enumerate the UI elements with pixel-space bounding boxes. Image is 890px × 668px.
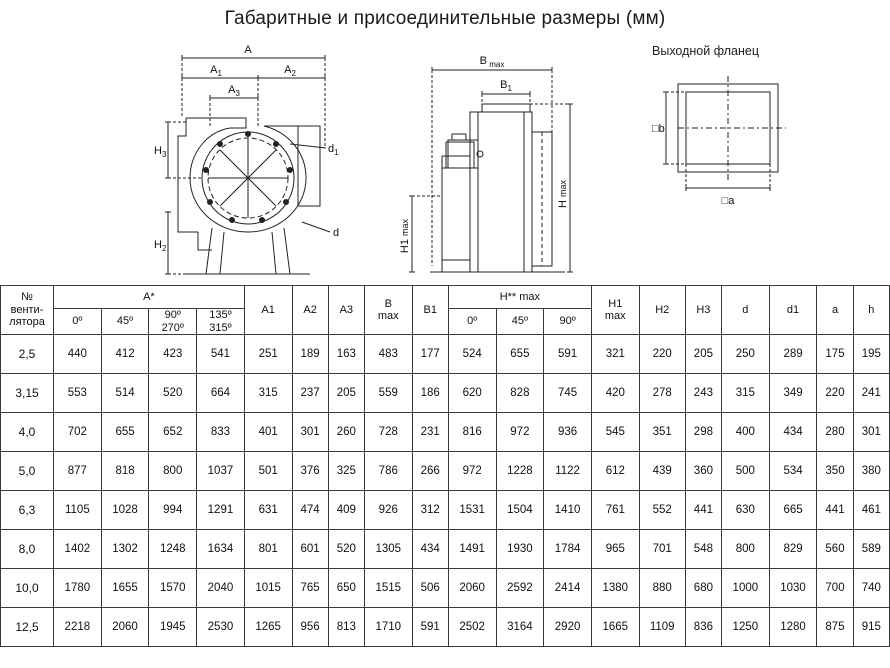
svg-text:B max: B $_{max}$: [479, 55, 505, 69]
table-row: [1, 452, 890, 491]
dimensions-table: [0, 285, 890, 647]
table-cell: 926: [364, 491, 412, 530]
table-cell: 2592: [496, 569, 544, 608]
svg-text:H3: $H_3$: [154, 145, 167, 159]
table-cell: 1280: [769, 608, 817, 647]
row-fan-number: 5,0: [1, 452, 54, 491]
table-cell: 2502: [448, 608, 496, 647]
header-h-90: 90º: [544, 309, 592, 335]
table-cell: 612: [591, 452, 639, 491]
svg-text:□a: □a: [721, 195, 735, 207]
table-cell: 541: [197, 335, 245, 374]
table-cell: 2530: [197, 608, 245, 647]
svg-text:□b: □b: [652, 123, 665, 135]
table-row: [1, 335, 890, 374]
header-d1: d1: [769, 286, 817, 335]
table-cell: 655: [101, 413, 149, 452]
table-cell: 506: [412, 569, 448, 608]
header-h-0: 0º: [448, 309, 496, 335]
table-cell: 321: [591, 335, 639, 374]
table-cell: 3164: [496, 608, 544, 647]
table-cell: 250: [722, 335, 770, 374]
header-h-small: h: [853, 286, 889, 335]
table-cell: 251: [244, 335, 292, 374]
table-cell: 163: [328, 335, 364, 374]
table-cell: 1570: [149, 569, 197, 608]
table-cell: 1945: [149, 608, 197, 647]
table-cell: 441: [817, 491, 853, 530]
table-cell: 524: [448, 335, 496, 374]
table-cell: 1491: [448, 530, 496, 569]
flange-caption: Выходной фланец: [652, 44, 759, 58]
table-cell: 664: [197, 374, 245, 413]
table-cell: 2060: [448, 569, 496, 608]
table-cell: 501: [244, 452, 292, 491]
svg-text:d1: $d_1$: [328, 143, 339, 157]
svg-text:A1: $A_1$: [210, 64, 222, 78]
table-cell: 833: [197, 413, 245, 452]
header-a1: A1: [244, 286, 292, 335]
row-fan-number: 10,0: [1, 569, 54, 608]
table-cell: 520: [328, 530, 364, 569]
table-cell: 1665: [591, 608, 639, 647]
table-cell: 350: [817, 452, 853, 491]
table-cell: 1122: [544, 452, 592, 491]
table-cell: 2060: [101, 608, 149, 647]
table-cell: 1515: [364, 569, 412, 608]
table-cell: 994: [149, 491, 197, 530]
header-h-45: 45º: [496, 309, 544, 335]
table-cell: 560: [817, 530, 853, 569]
svg-text:A3: $A_3$: [228, 84, 240, 98]
table-cell: 423: [149, 335, 197, 374]
table-cell: 880: [639, 569, 685, 608]
table-cell: 828: [496, 374, 544, 413]
table-cell: 440: [54, 335, 102, 374]
header-a-45: 45º: [101, 309, 149, 335]
side-view-drawing: [390, 36, 610, 278]
table-cell: 972: [496, 413, 544, 452]
table-cell: 315: [244, 374, 292, 413]
svg-text:H max: H max: [557, 179, 569, 209]
table-cell: 325: [328, 452, 364, 491]
front-view-drawing: [150, 36, 410, 278]
table-cell: 652: [149, 413, 197, 452]
table-cell: 1784: [544, 530, 592, 569]
header-h-group: H** max: [448, 286, 591, 309]
table-cell: 298: [685, 413, 721, 452]
table-cell: 360: [685, 452, 721, 491]
table-cell: 813: [328, 608, 364, 647]
table-cell: 514: [101, 374, 149, 413]
table-cell: 665: [769, 491, 817, 530]
row-fan-number: 2,5: [1, 335, 54, 374]
table-cell: 1265: [244, 608, 292, 647]
table-cell: 1780: [54, 569, 102, 608]
header-h3: H3: [685, 286, 721, 335]
table-cell: 1105: [54, 491, 102, 530]
table-cell: 786: [364, 452, 412, 491]
table-cell: 260: [328, 413, 364, 452]
table-cell: 280: [817, 413, 853, 452]
table-cell: 765: [292, 569, 328, 608]
header-h1: H1 max: [591, 286, 639, 335]
svg-text:H2: $H_2$: [154, 239, 167, 253]
header-a3: A3: [328, 286, 364, 335]
svg-text:A2: $A_2$: [284, 64, 296, 78]
row-fan-number: 6,3: [1, 491, 54, 530]
table-cell: 1291: [197, 491, 245, 530]
table-cell: 474: [292, 491, 328, 530]
table-row: [1, 491, 890, 530]
table-cell: 1634: [197, 530, 245, 569]
table-cell: 1302: [101, 530, 149, 569]
table-cell: 400: [722, 413, 770, 452]
table-cell: 434: [412, 530, 448, 569]
table-cell: 439: [639, 452, 685, 491]
table-cell: 700: [817, 569, 853, 608]
table-cell: 500: [722, 452, 770, 491]
row-fan-number: 12,5: [1, 608, 54, 647]
header-a-group: A*: [54, 286, 245, 309]
table-cell: 1109: [639, 608, 685, 647]
table-row: [1, 530, 890, 569]
table-cell: 829: [769, 530, 817, 569]
page-title: Габаритные и присоединительные размеры (мм): [224, 8, 666, 29]
table-cell: 412: [101, 335, 149, 374]
table-cell: 591: [544, 335, 592, 374]
table-cell: 591: [412, 608, 448, 647]
table-row: [1, 608, 890, 647]
table-cell: 1248: [149, 530, 197, 569]
table-cell: 877: [54, 452, 102, 491]
header-a-small: a: [817, 286, 853, 335]
table-cell: 936: [544, 413, 592, 452]
table-cell: 461: [853, 491, 889, 530]
table-cell: 2218: [54, 608, 102, 647]
table-cell: 545: [591, 413, 639, 452]
table-cell: 1250: [722, 608, 770, 647]
table-cell: 401: [244, 413, 292, 452]
table-cell: 701: [639, 530, 685, 569]
table-cell: 1930: [496, 530, 544, 569]
table-cell: 409: [328, 491, 364, 530]
table-row: [1, 374, 890, 413]
table-cell: 631: [244, 491, 292, 530]
table-row: [1, 413, 890, 452]
row-fan-number: 8,0: [1, 530, 54, 569]
header-a-135-315: 135º 315º: [197, 309, 245, 335]
table-cell: 195: [853, 335, 889, 374]
table-cell: 278: [639, 374, 685, 413]
flange-drawing: [648, 64, 808, 224]
header-a-0: 0º: [54, 309, 102, 335]
table-cell: 380: [853, 452, 889, 491]
svg-text:B1: $B_1$: [500, 79, 512, 93]
table-cell: 1710: [364, 608, 412, 647]
header-b1: B1: [412, 286, 448, 335]
header-b: B max: [364, 286, 412, 335]
table-cell: 552: [639, 491, 685, 530]
table-cell: 915: [853, 608, 889, 647]
table-cell: 1531: [448, 491, 496, 530]
table-cell: 1504: [496, 491, 544, 530]
table-cell: 534: [769, 452, 817, 491]
table-cell: 956: [292, 608, 328, 647]
table-cell: 266: [412, 452, 448, 491]
table-cell: 801: [244, 530, 292, 569]
table-cell: 205: [328, 374, 364, 413]
header-a2: A2: [292, 286, 328, 335]
table-cell: 301: [292, 413, 328, 452]
svg-text:A: A: [244, 44, 252, 56]
table-cell: 875: [817, 608, 853, 647]
table-cell: 800: [722, 530, 770, 569]
table-cell: 205: [685, 335, 721, 374]
row-fan-number: 3,15: [1, 374, 54, 413]
table-cell: 376: [292, 452, 328, 491]
table-cell: 231: [412, 413, 448, 452]
table-cell: 520: [149, 374, 197, 413]
table-cell: 349: [769, 374, 817, 413]
table-cell: 441: [685, 491, 721, 530]
table-cell: 220: [639, 335, 685, 374]
table-cell: 1037: [197, 452, 245, 491]
table-cell: 816: [448, 413, 496, 452]
table-cell: 186: [412, 374, 448, 413]
table-cell: 655: [496, 335, 544, 374]
table-cell: 177: [412, 335, 448, 374]
table-cell: 745: [544, 374, 592, 413]
technical-drawings: [0, 36, 890, 278]
table-cell: 2920: [544, 608, 592, 647]
table-cell: 761: [591, 491, 639, 530]
table-cell: 728: [364, 413, 412, 452]
table-cell: 1305: [364, 530, 412, 569]
table-cell: 818: [101, 452, 149, 491]
table-cell: 589: [853, 530, 889, 569]
header-h2: H2: [639, 286, 685, 335]
svg-text:H1 max: H1 max: [399, 218, 411, 254]
table-cell: 1030: [769, 569, 817, 608]
header-fan-number: № венти- лятора: [1, 286, 54, 335]
table-cell: 1402: [54, 530, 102, 569]
table-row: [1, 569, 890, 608]
header-d: d: [722, 286, 770, 335]
table-cell: 434: [769, 413, 817, 452]
table-cell: 548: [685, 530, 721, 569]
table-cell: 420: [591, 374, 639, 413]
table-cell: 972: [448, 452, 496, 491]
table-cell: 630: [722, 491, 770, 530]
table-cell: 483: [364, 335, 412, 374]
table-cell: 601: [292, 530, 328, 569]
table-cell: 1228: [496, 452, 544, 491]
table-cell: 620: [448, 374, 496, 413]
table-cell: 836: [685, 608, 721, 647]
table-header: [1, 286, 890, 335]
table-cell: 1000: [722, 569, 770, 608]
table-cell: 1015: [244, 569, 292, 608]
table-cell: 351: [639, 413, 685, 452]
svg-text:d: d: [333, 227, 340, 239]
table-cell: 559: [364, 374, 412, 413]
table-cell: 301: [853, 413, 889, 452]
table-cell: 553: [54, 374, 102, 413]
table-cell: 1380: [591, 569, 639, 608]
table-cell: 650: [328, 569, 364, 608]
table-cell: 220: [817, 374, 853, 413]
header-row-1: [1, 286, 890, 309]
table-cell: 237: [292, 374, 328, 413]
table-cell: 965: [591, 530, 639, 569]
table-body: [1, 335, 890, 647]
table-cell: 702: [54, 413, 102, 452]
table-cell: 289: [769, 335, 817, 374]
table-cell: 315: [722, 374, 770, 413]
table-cell: 1410: [544, 491, 592, 530]
table-cell: 2040: [197, 569, 245, 608]
table-cell: 243: [685, 374, 721, 413]
table-cell: 740: [853, 569, 889, 608]
header-a-90-270: 90º 270º: [149, 309, 197, 335]
table-cell: 175: [817, 335, 853, 374]
table-cell: 189: [292, 335, 328, 374]
table-cell: 680: [685, 569, 721, 608]
table-cell: 1655: [101, 569, 149, 608]
table-cell: 1028: [101, 491, 149, 530]
table-cell: 312: [412, 491, 448, 530]
table-cell: 800: [149, 452, 197, 491]
table-cell: 2414: [544, 569, 592, 608]
table-cell: 241: [853, 374, 889, 413]
row-fan-number: 4,0: [1, 413, 54, 452]
